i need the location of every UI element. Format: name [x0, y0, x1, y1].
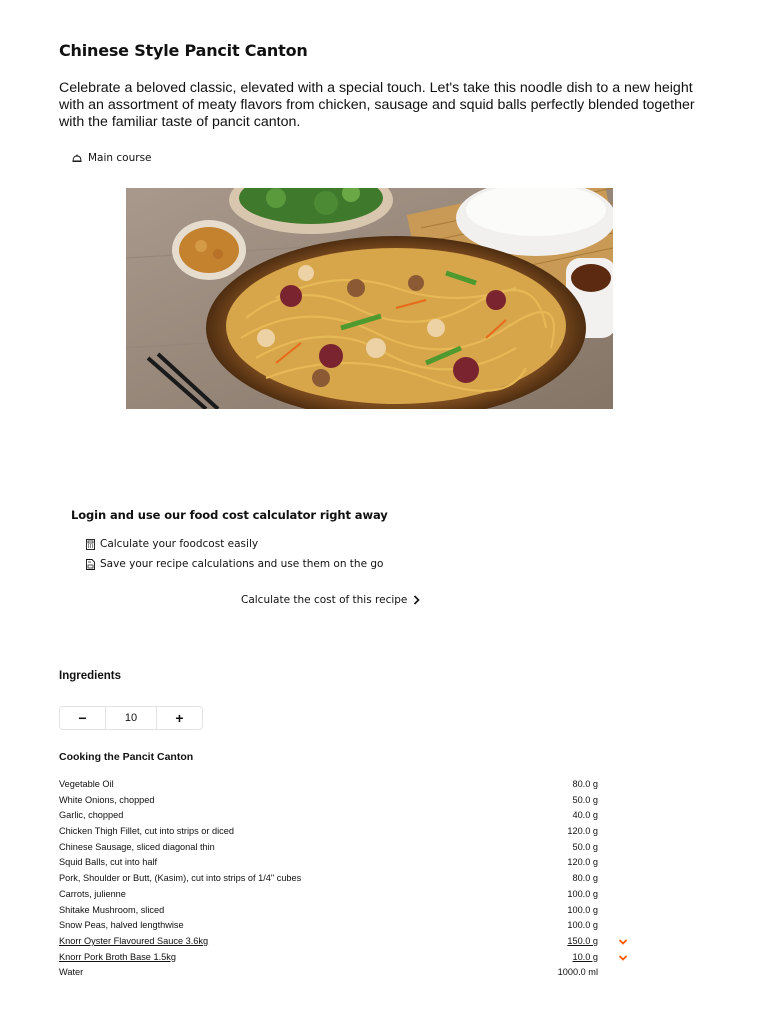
recipe-description: Celebrate a beloved classic, elevated with a special touch. Let's take this noodle dish to a new height with an assortment of meaty flavors from chicken, sausage and squid balls perfectly blended together with the familiar taste of pancit canton.: [59, 80, 695, 130]
calculator-icon: [86, 539, 95, 550]
ingredient-quantity: 40.0 g: [572, 810, 598, 821]
ingredient-list: [59, 777, 629, 981]
servings-value[interactable]: 10: [105, 707, 157, 729]
ingredient-row: [59, 808, 629, 824]
chevron-right-icon: [413, 595, 420, 605]
ingredient-quantity: 80.0 g: [572, 873, 598, 884]
ingredient-product-link[interactable]: Knorr Pork Broth Base 1.5kg: [59, 951, 176, 962]
ingredient-row: [59, 855, 629, 871]
ingredient-quantity: 120.0 g: [567, 857, 598, 868]
ingredient-row: [59, 965, 629, 981]
servings-stepper: [59, 706, 203, 730]
calculate-cost-label: Calculate the cost of this recipe: [241, 594, 408, 606]
benefit-save: [86, 558, 383, 570]
ingredient-quantity[interactable]: 10.0 g: [572, 951, 598, 962]
ingredient-row: [59, 793, 629, 809]
ingredient-quantity[interactable]: 150.0 g: [567, 935, 598, 946]
ingredient-name: Vegetable Oil: [59, 779, 114, 789]
ingredient-quantity: 100.0 g: [567, 888, 598, 899]
calculate-cost-link[interactable]: [241, 594, 420, 606]
ingredient-quantity: 50.0 g: [572, 841, 598, 852]
ingredient-quantity: 100.0 g: [567, 904, 598, 915]
ingredient-quantity: 100.0 g: [567, 920, 598, 931]
ingredient-quantity: 1000.0 ml: [557, 967, 598, 978]
ingredient-quantity: 80.0 g: [572, 779, 598, 789]
ingredient-row: [59, 871, 629, 887]
ingredient-quantity: 50.0 g: [572, 794, 598, 805]
ingredients-heading: Ingredients: [59, 670, 121, 682]
chevron-down-icon[interactable]: [618, 953, 628, 963]
benefit-label: Save your recipe calculations and use them on the go: [100, 558, 384, 570]
ingredient-section-title: Cooking the Pancit Canton: [59, 751, 194, 763]
ingredient-name: Water: [59, 967, 84, 978]
ingredient-name: Chinese Sausage, sliced diagonal thin: [59, 841, 215, 852]
recipe-photo: [126, 188, 613, 409]
calculator-promo-title: Login and use our food cost calculator right away: [71, 508, 388, 522]
benefit-calculate: [86, 538, 258, 550]
chevron-down-icon[interactable]: [618, 937, 628, 947]
ingredient-name: Chicken Thigh Fillet, cut into strips or diced: [59, 826, 234, 837]
ingredient-name: Snow Peas, halved lengthwise: [59, 920, 184, 931]
save-document-icon: [86, 559, 95, 570]
recipe-category: [72, 152, 152, 164]
increase-servings-button[interactable]: +: [175, 710, 184, 726]
ingredient-row: [59, 887, 629, 903]
cloche-icon: [72, 153, 82, 163]
benefit-label: Calculate your foodcost easily: [100, 538, 259, 550]
ingredient-name: Shitake Mushroom, sliced: [59, 904, 165, 915]
ingredient-name: Squid Balls, cut into half: [59, 857, 158, 868]
ingredient-name: Carrots, julienne: [59, 888, 126, 899]
ingredient-quantity: 120.0 g: [567, 826, 598, 837]
decrease-servings-button[interactable]: −: [78, 710, 87, 726]
category-label: Main course: [88, 152, 152, 164]
ingredient-name: Pork, Shoulder or Butt, (Kasim), cut into strips of 1/4" cubes: [59, 873, 302, 884]
ingredient-row: [59, 777, 629, 793]
ingredient-row: [59, 840, 629, 856]
ingredient-name: White Onions, chopped: [59, 794, 155, 805]
ingredient-row: [59, 824, 629, 840]
ingredient-row[interactable]: [59, 934, 629, 950]
ingredient-name: Garlic, chopped: [59, 810, 124, 821]
ingredient-row: [59, 903, 629, 919]
ingredient-row: [59, 918, 629, 934]
ingredient-row[interactable]: [59, 950, 629, 966]
recipe-title: Chinese Style Pancit Canton: [59, 41, 308, 60]
ingredient-product-link[interactable]: Knorr Oyster Flavoured Sauce 3.6kg: [59, 935, 209, 946]
